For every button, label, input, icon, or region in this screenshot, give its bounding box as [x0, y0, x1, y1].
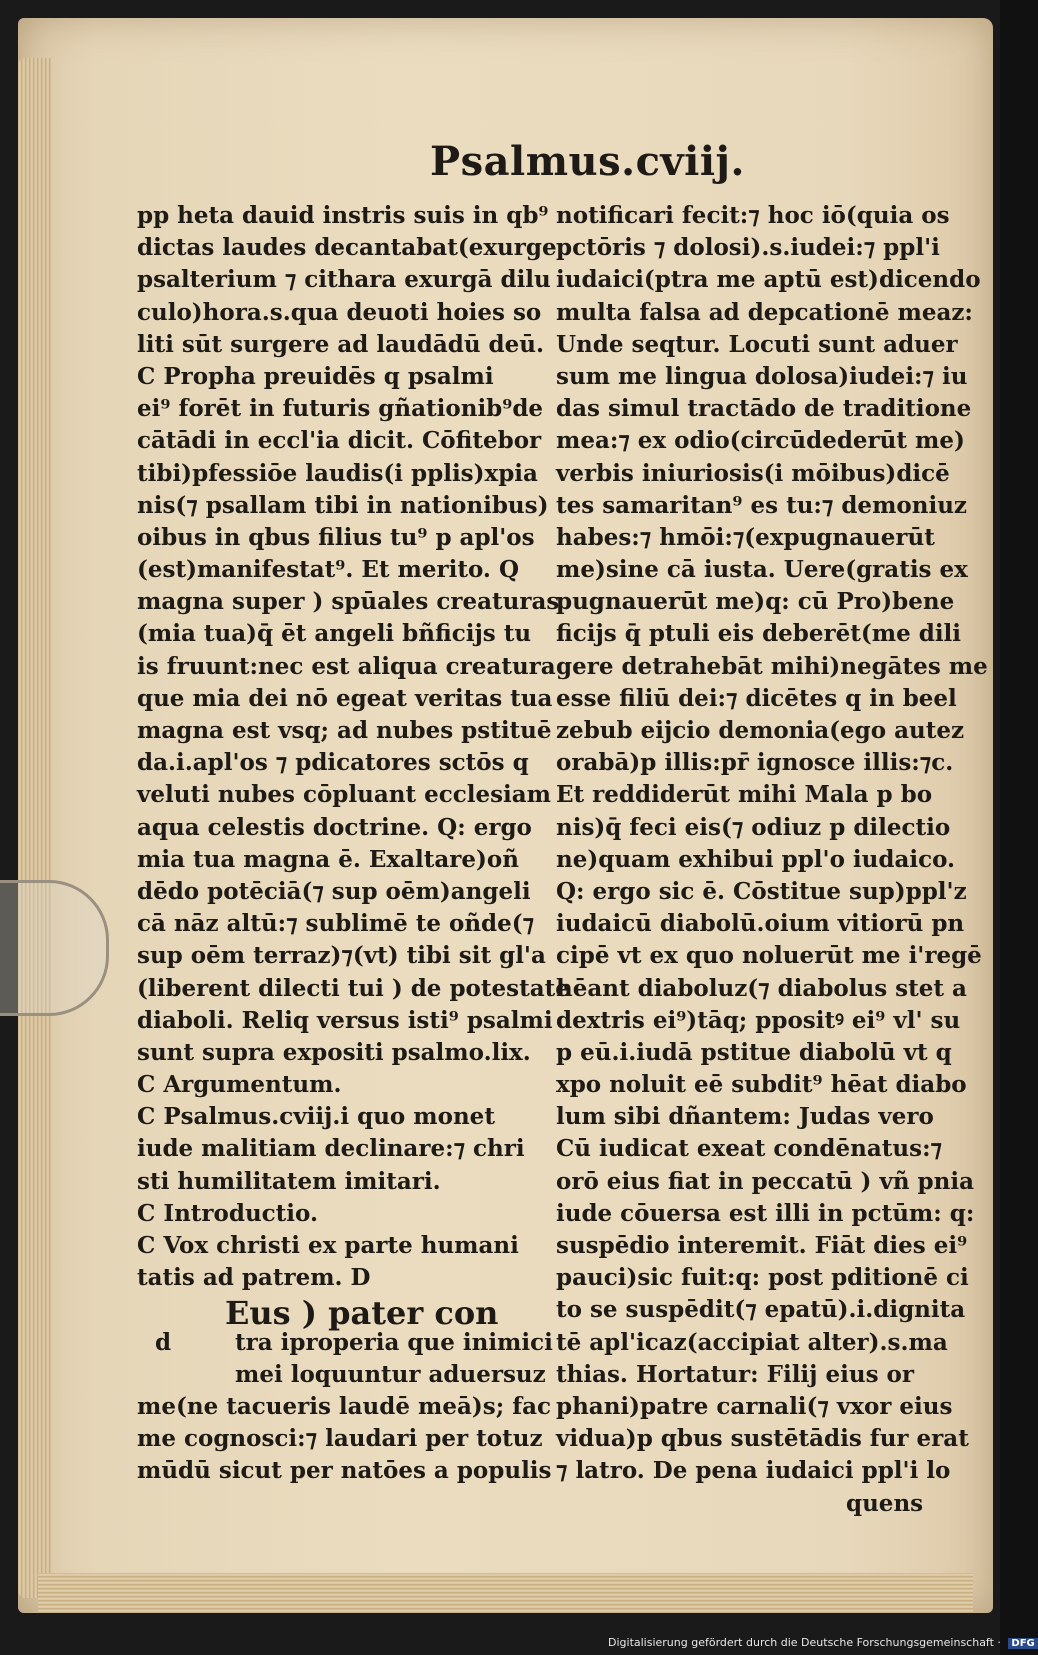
- text-line: ficijs q̄ ptuli eis deberēt(me dili: [556, 620, 962, 648]
- text-line: Et reddiderūt mihi Mala p bo: [556, 781, 933, 809]
- section-heading: C Introductio.: [137, 1199, 318, 1227]
- text-line: me(ne tacueris laudē meā)s; fac: [137, 1392, 551, 1420]
- text-line: iude cōuersa est illi in pctūm: q:: [556, 1199, 975, 1227]
- text-line: dictas laudes decantabat(exurge: [137, 234, 557, 262]
- text-line: ei⁹ forēt in futuris gñationib⁹de: [137, 395, 544, 423]
- text-line: (liberent dilecti tui ) de potestate: [137, 974, 570, 1002]
- text-line: magna super ) spūales creaturas: [137, 588, 560, 616]
- text-line: que mia dei nō egeat veritas tua: [137, 684, 553, 712]
- text-line: cā nāz altū:⁊ sublimē te oñde(⁊: [137, 910, 535, 938]
- dfg-logo: DFG: [1008, 1638, 1037, 1649]
- text-line: dextris ei⁹)tāq; ppositꝰ ei⁹ vl' su: [556, 1006, 961, 1034]
- text-line: vidua)p qbus sustētādis fur erat: [556, 1425, 969, 1453]
- bottom-page-edges: [38, 1573, 973, 1613]
- text-line: Q: ergo sic ē. Cōstitue sup)ppl'z: [556, 877, 967, 905]
- left-column: [137, 200, 570, 1488]
- text-line: pp heta dauid instris suis in qb⁹: [137, 202, 549, 229]
- text-line: lum sibi dñantem: Judas vero: [556, 1103, 934, 1131]
- page-edges: [18, 58, 52, 1598]
- text-line: [137, 1327, 553, 1359]
- page-header: Psalmus.cviij.: [430, 138, 745, 185]
- large-initial-line: Eus ) pater con: [225, 1294, 499, 1333]
- text-line: cipē vt ex quo noluerūt me i'regē: [556, 942, 982, 970]
- text-line: tes samaritan⁹ es tu:⁊ demoniuz: [556, 491, 967, 519]
- text-line: diaboli. Reliq versus isti⁹ psalmi: [137, 1006, 553, 1034]
- text-line: nis(⁊ psallam tibi in nationibus): [137, 491, 549, 519]
- text-line: (est)manifestat⁹. Et merito. Q: [137, 556, 519, 584]
- text-line: pctōris ⁊ dolosi).s.iudei:⁊ ppl'i: [556, 234, 940, 262]
- text-line: ⁊ latro. De pena iudaici ppl'i lo: [556, 1457, 951, 1485]
- text-line: mei loquuntur aduersuz: [235, 1360, 546, 1388]
- text-line: mia tua magna ē. Exaltare)oñ: [137, 845, 519, 873]
- text-line: is fruunt:nec est aliqua creatura: [137, 652, 556, 680]
- text-line: me cognosci:⁊ laudari per totuz: [137, 1425, 543, 1453]
- text-line: habes:⁊ hmōi:⁊(expugnauerūt: [556, 523, 935, 551]
- text-line: gere detrahebāt mihi)negātes me: [556, 652, 988, 680]
- text-line: das simul tractādo de traditione: [556, 395, 972, 423]
- text-line: iudaici(ptra me aptū est)dicendo: [556, 266, 981, 294]
- text-line: magna est vsq; ad nubes pstituē: [137, 717, 552, 744]
- text-line: iude malitiam declinare:⁊ chri: [137, 1135, 525, 1163]
- initial-letter: d: [155, 1328, 172, 1356]
- section-heading: C Argumentum.: [137, 1071, 342, 1099]
- text-line: C Vox christi ex parte humani: [137, 1232, 519, 1259]
- text-line: sup oēm terraz)⁊(vt) tibi sit gl'a: [137, 942, 546, 970]
- text-line: thias. Hortatur: Filij eius or: [556, 1360, 915, 1388]
- text-line: tibi)pfessiōe laudis(i pplis)xpia: [137, 459, 538, 487]
- catchword: quens: [846, 1489, 924, 1517]
- bookmark-clip: [0, 880, 109, 1016]
- text-line-content: tra iproperia que inimici: [235, 1328, 553, 1356]
- text-line: sti humilitatem imitari.: [137, 1167, 441, 1195]
- text-line: pauci)sic fuit:q: post pditionē ci: [556, 1264, 969, 1292]
- footer-text: Digitalisierung gefördert durch die Deutsche Forschungsgemeinschaft ·: [608, 1636, 1001, 1649]
- text-line: (mia tua)q̄ ēt angeli bñficijs tu: [137, 620, 532, 648]
- text-line: da.i.apl'os ⁊ pdicatores sctōs q: [137, 749, 529, 777]
- text-line: veluti nubes cōpluant ecclesiam: [137, 781, 552, 809]
- text-line: to se suspēdit(⁊ epatū).i.dignita: [556, 1296, 966, 1324]
- text-line: pugnauerūt me)q: cū Pro)bene: [556, 588, 955, 616]
- text-line: orō eius fiat in peccatū ) vñ pnia: [556, 1167, 974, 1195]
- text-line: Unde seqtur. Locuti sunt aduer: [556, 330, 958, 358]
- text-line: psalterium ⁊ cithara exurgā dilu: [137, 266, 551, 294]
- right-column: [556, 200, 988, 1520]
- text-line: notificari fecit:⁊ hoc iō(quia os: [556, 202, 950, 229]
- text-line: tatis ad patrem. D: [137, 1264, 371, 1292]
- text-line: culo)hora.s.qua deuoti hoies so: [137, 298, 542, 326]
- text-line: phani)patre carnali(⁊ vxor eius: [556, 1392, 953, 1420]
- text-line: dēdo potēciā(⁊ sup oēm)angeli: [137, 877, 531, 905]
- text-line: aqua celestis doctrine. Q: ergo: [137, 813, 532, 841]
- text-line: sunt supra expositi psalmo.lix.: [137, 1038, 531, 1066]
- text-line: hēant diaboluz(⁊ diabolus stet a: [556, 974, 967, 1002]
- text-line: p eū.i.iudā pstitue diabolū vt q: [556, 1038, 952, 1066]
- text-line: Cū iudicat exeat condēnatus:⁊: [556, 1135, 942, 1163]
- text-line: cātādi in eccl'ia dicit. Cōfitebor: [137, 427, 542, 455]
- text-line: tē apl'icaz(accipiat alter).s.ma: [556, 1328, 948, 1356]
- text-line: zebub eijcio demonia(ego autez: [556, 717, 965, 744]
- text-line: mea:⁊ ex odio(circūdederūt me): [556, 427, 965, 455]
- text-line: C Psalmus.cviij.i quo monet: [137, 1103, 495, 1131]
- text-line: orabā)p illis:pr̄ ignosce illis:⁊c.: [556, 749, 954, 777]
- text-line: mūdū sicut per natōes a populis: [137, 1457, 552, 1485]
- text-line: esse filiū dei:⁊ dicētes q in beel: [556, 684, 957, 712]
- text-line: iudaicū diabolū.oium vitiorū pn: [556, 910, 965, 938]
- text-line: ne)quam exhibui ppl'o iudaico.: [556, 845, 956, 873]
- text-line: multa falsa ad depcationē meaz:: [556, 298, 973, 326]
- text-line: C Propha preuidēs q psalmi: [137, 362, 494, 390]
- text-line: liti sūt surgere ad laudādū deū.: [137, 330, 545, 358]
- digitization-footer: [608, 1636, 1038, 1649]
- text-line: suspēdio interemit. Fiāt dies ei⁹: [556, 1232, 968, 1259]
- text-line: sum me lingua dolosa)iudei:⁊ iu: [556, 362, 968, 390]
- text-line: verbis iniuriosis(i mōibus)dicē: [556, 459, 950, 487]
- text-line: oibus in qbus filius tu⁹ p apl'os: [137, 523, 535, 551]
- text-line: me)sine cā iusta. Uere(gratis ex: [556, 556, 968, 584]
- text-line: xpo noluit eē subdit⁹ hēat diabo: [556, 1071, 967, 1099]
- text-line: nis)q̄ feci eis(⁊ odiuz p dilectio: [556, 813, 951, 841]
